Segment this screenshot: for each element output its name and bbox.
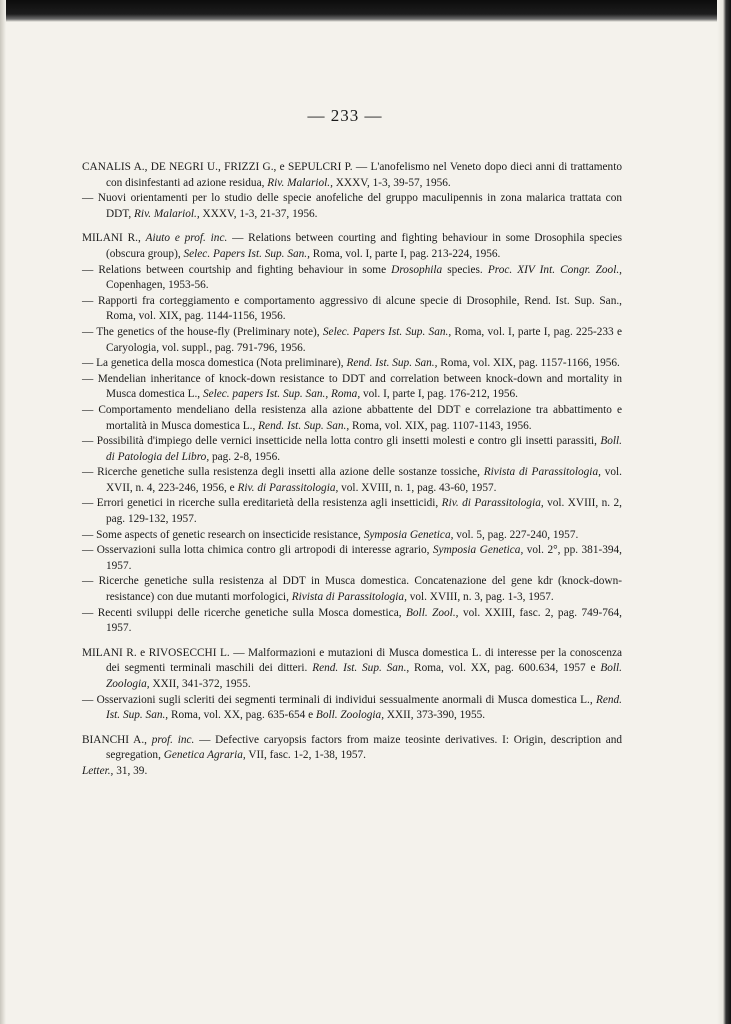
reference-entry <box>82 465 622 496</box>
reference-text: vol. XVIII, n. 1, pag. 43-60, 1957. <box>338 481 497 494</box>
reference-text: Roma, vol. XIX, pag. 1157-1166, 1956. <box>437 357 620 370</box>
reference-source: Proc. XIV Int. Congr. Zool., <box>487 263 622 276</box>
reference-entry <box>82 693 622 724</box>
reference-source: prof. inc. <box>151 733 195 746</box>
reference-text: — The genetics of the house-fly (Preliminary note), <box>82 325 323 338</box>
reference-author: MILANI R. e RIVOSECCHI L. <box>82 646 230 659</box>
reference-entry <box>82 606 622 637</box>
reference-entry <box>82 263 622 294</box>
reference-group <box>82 733 622 780</box>
reference-group <box>82 646 622 724</box>
reference-text: Roma, vol. I, parte I, pag. 213-224, 1956. <box>309 247 501 260</box>
reference-text: vol. XXIII, fasc. 2, pag. 749-764, 1957. <box>106 606 623 635</box>
reference-text: — Malformazioni e mutazioni di Musca domestica L. di interesse per la conoscenza dei segmenti terminali maschili dei ditteri. <box>106 646 622 675</box>
page-number: — 233 — <box>307 106 383 125</box>
reference-text: Roma, vol. XX, pag. 635-654 e <box>168 709 316 722</box>
reference-author: MILANI R., <box>82 232 141 245</box>
scan-right-edge <box>717 0 731 1024</box>
reference-text: — Nuovi orientamenti per lo studio delle specie anofeliche del gruppo maculipennis in zona malarica trattata con DDT, <box>82 192 622 220</box>
reference-source: Letter., <box>82 764 114 777</box>
reference-entry <box>82 574 622 605</box>
reference-text: vol. 2°, pp. 381-394, 1957. <box>106 544 622 572</box>
reference-entry <box>82 294 622 325</box>
reference-text: species. <box>442 263 488 276</box>
reference-text: Roma, vol. XX, pag. 600.634, 1957 e <box>409 662 601 675</box>
reference-text: — L'anofelismo nel Veneto dopo dieci anni di trattamento con disinfestanti ad azione residua, <box>106 161 622 189</box>
reference-entry <box>82 764 622 780</box>
reference-source: Rend. Ist. Sup. San., <box>312 662 410 675</box>
reference-text: vol. XVIII, n. 3, pag. 1-3, 1957. <box>406 591 554 604</box>
reference-entry <box>82 496 622 527</box>
reference-text: — Ricerche genetiche sulla resistenza al DDT in Musca domestica. Concatenazione del gene kdr (knock-down-resistance) con due mutanti morfologici, <box>82 575 622 604</box>
reference-text: XXXV, 1-3, 21-37, 1956. <box>199 207 318 220</box>
reference-entry <box>82 372 622 403</box>
reference-source: Riv. Malariol., <box>267 176 333 189</box>
reference-text: 31, 39. <box>113 764 148 777</box>
reference-entry <box>82 434 622 465</box>
reference-source: Riv. di Parassitologia, <box>237 481 339 494</box>
reference-source: Rivista di Parassitologia, <box>291 591 407 604</box>
reference-source: Symposia Genetica, <box>432 544 524 557</box>
reference-text: vol. XVIII, n. 2, pag. 129-132, 1957. <box>106 497 622 526</box>
reference-source: Drosophila <box>391 263 443 276</box>
reference-text: — Possibilità d'impiego delle vernici insetticide nella lotta contro gli insetti molesti e contro gli insetti parassiti, <box>82 435 601 448</box>
reference-text: pag. 2-8, 1956. <box>209 450 281 463</box>
reference-text: Roma, vol. I, parte I, pag. 225-233 e Caryologia, vol. suppl., pag. 791-796, 1956. <box>106 325 622 354</box>
reference-entry <box>82 356 622 372</box>
reference-text: — Osservazioni sugli scleriti dei segmenti terminali di individui sessualmente anormali di Musca domestica L., <box>82 693 596 706</box>
reference-text: — Relations between courtship and fighting behaviour in some <box>82 263 392 276</box>
reference-text: XXXV, 1-3, 39-57, 1956. <box>332 176 451 189</box>
reference-entry <box>82 191 622 222</box>
reference-source: Genetica Agraria, <box>163 749 246 762</box>
reference-entry <box>82 160 622 191</box>
reference-entry <box>82 231 622 262</box>
reference-text: — Ricerche genetiche sulla resistenza degli insetti alla azione delle sostanze tossiche, <box>82 466 484 479</box>
reference-text: XXII, 341-372, 1955. <box>149 678 251 690</box>
reference-group <box>82 160 622 222</box>
reference-text: Roma, vol. XIX, pag. 1107-1143, 1956. <box>349 419 532 432</box>
reference-text: — Errori genetici in ricerche sulla ereditarietà della resistenza agli insetticidi, <box>82 497 442 510</box>
reference-text: — Recenti sviluppi delle ricerche genetiche sulla Mosca domestica, <box>82 606 406 619</box>
reference-author: CANALIS A., DE NEGRI U., FRIZZI G., e SEPULCRI P. <box>82 161 353 173</box>
scan-left-edge <box>0 0 6 1024</box>
reference-text: vol. 5, pag. 227-240, 1957. <box>453 528 579 541</box>
reference-group <box>82 231 622 636</box>
reference-text: Copenhagen, 1953-56. <box>106 279 209 292</box>
reference-source: Boll. Zoologia, <box>106 662 622 690</box>
reference-source: Rivista di Parassitologia, <box>483 466 601 479</box>
reference-source: Aiuto e prof. inc. <box>145 232 228 245</box>
reference-text: — Rapporti fra corteggiamento e comportamento aggressivo di alcune specie di Drosophile, Rend. Ist. Sup. San., Roma, vol. XIX, pag. 1144-1156, 1956. <box>82 294 622 323</box>
reference-entry <box>82 733 622 764</box>
scan-top-edge <box>0 0 731 22</box>
reference-source: Selec. Papers Ist. Sup. San., <box>183 247 310 260</box>
reference-text: — Relations between courting and fighting behaviour in some Drosophila species (obscura group), <box>106 232 622 260</box>
reference-entry <box>82 325 622 356</box>
reference-source: Boll. Zoologia, <box>315 709 385 722</box>
reference-source: Riv. Malariol., <box>134 207 200 220</box>
reference-source: Boll. Zool., <box>406 606 459 619</box>
reference-source: Selec. Papers Ist. Sup. San., <box>322 325 452 338</box>
reference-source: Boll. di Patologia del Libro, <box>106 435 622 463</box>
reference-text: — Mendelian inheritance of knock-down resistance to DDT and correlation between knock-down and mortality in Musca domestica L., <box>82 372 622 401</box>
reference-text: vol. I, parte I, pag. 176-212, 1956. <box>360 388 518 401</box>
reference-text: — Some aspects of genetic research on insecticide resistance, <box>82 528 364 541</box>
reference-source: Rend. Ist. Sup. San., <box>346 357 438 370</box>
reference-entry <box>82 646 622 693</box>
reference-text: — Comportamento mendeliano della resistenza alla azione abbattente del DDT e correlazione tra abbattimento e mortalità in Musca domestica L., <box>82 403 622 432</box>
reference-entry <box>82 528 622 544</box>
reference-source: Symposia Genetica, <box>363 528 454 541</box>
reference-entry <box>82 403 622 434</box>
bibliography <box>82 160 622 789</box>
reference-text: VII, fasc. 1-2, 1-38, 1957. <box>245 749 367 762</box>
reference-author: BIANCHI A., <box>82 733 147 746</box>
reference-source: Rend. Ist. Sup. San., <box>258 419 350 432</box>
reference-text: vol. XVII, n. 4, 223-246, 1956, e <box>106 466 622 494</box>
reference-source: Riv. di Parassitologia, <box>441 497 544 510</box>
reference-text: XXII, 373-390, 1955. <box>384 709 486 722</box>
reference-text: — Defective caryopsis factors from maize teosinte derivatives. I: Origin, description and segregation, <box>106 733 623 762</box>
reference-text: — Osservazioni sulla lotta chimica contro gli artropodi di interesse agrario, <box>82 544 433 557</box>
reference-source: Rend. Ist. Sup. San., <box>106 693 622 722</box>
reference-source: Selec. papers Ist. Sup. San., Roma, <box>202 388 361 401</box>
reference-entry <box>82 543 622 574</box>
reference-text: — La genetica della mosca domestica (Nota preliminare), <box>82 357 347 370</box>
